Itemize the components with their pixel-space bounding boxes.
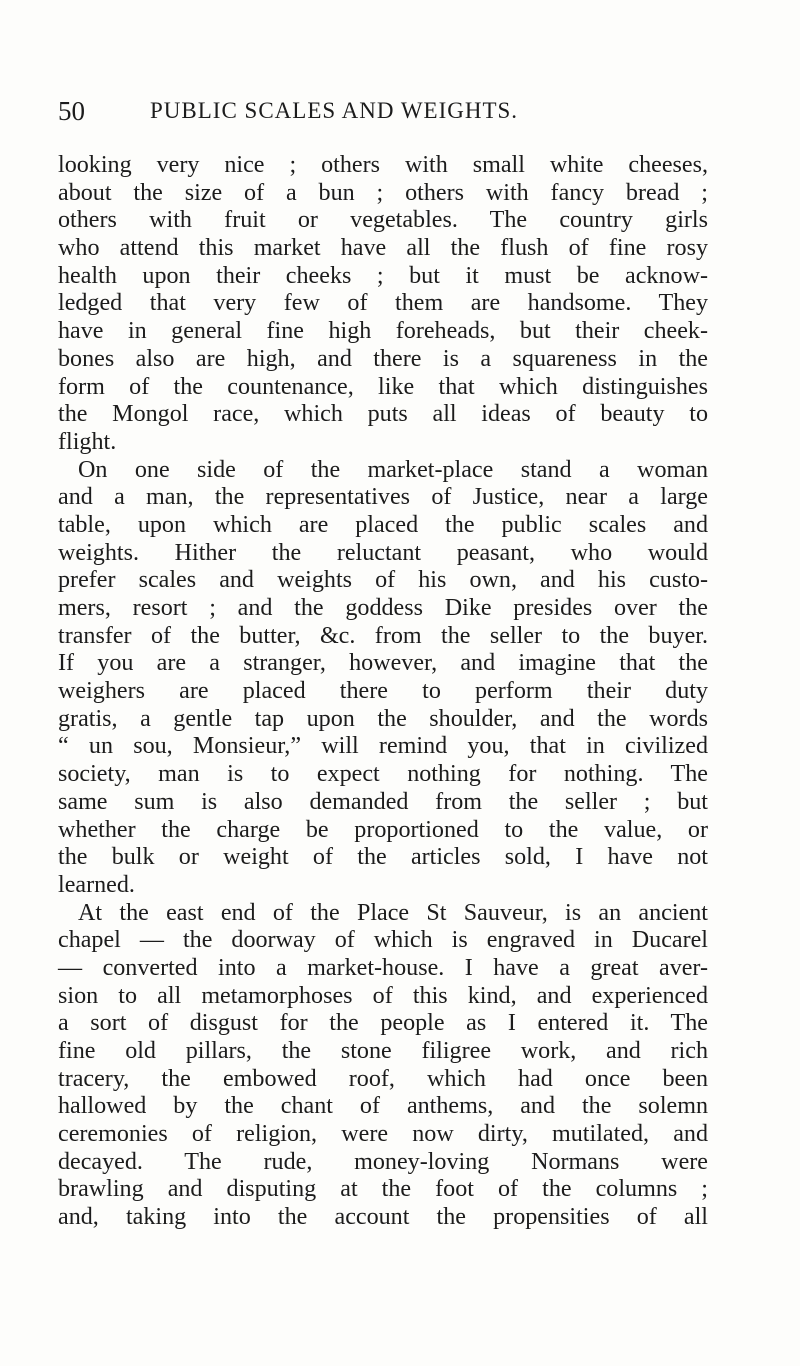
text-line: a sort of disgust for the people as I entered it. The	[58, 1010, 708, 1037]
page-number: 50	[58, 96, 85, 126]
text-line: whether the charge be proportioned to the value, or	[58, 816, 708, 843]
text-line: hallowed by the chant of anthems, and the solemn	[58, 1093, 708, 1120]
text-line: have in general fine high foreheads, but their cheek-	[58, 318, 708, 345]
text-line: gratis, a gentle tap upon the shoulder, and the words	[58, 705, 708, 732]
text-line: “ un sou, Monsieur,” will remind you, that in civilized	[58, 733, 708, 760]
text-line: On one side of the market-place stand a woman	[78, 456, 708, 483]
text-line: who attend this market have all the flush of fine rosy	[58, 235, 708, 262]
text-line: chapel — the doorway of which is engraved in Ducarel	[58, 927, 708, 954]
text-line: bones also are high, and there is a squareness in the	[58, 345, 708, 372]
text-line: weighers are placed there to perform their duty	[58, 678, 708, 705]
text-line: the Mongol race, which puts all ideas of beauty to	[58, 401, 708, 428]
text-line: decayed. The rude, money-loving Normans were	[58, 1148, 708, 1175]
text-line: fine old pillars, the stone filigree work, and rich	[58, 1038, 708, 1064]
text-line: At the east end of the Place St Sauveur, is an ancient	[78, 899, 708, 926]
text-line: society, man is to expect nothing for nothing. The	[58, 761, 708, 788]
text-line: about the size of a bun ; others with fancy bread ;	[58, 179, 708, 206]
text-line: — converted into a market-house. I have a great aver-	[58, 954, 708, 981]
text-line: and, taking into the account the propensities of all	[58, 1204, 708, 1231]
text-line: table, upon which are placed the public scales and	[58, 511, 708, 538]
text-line: tracery, the embowed roof, which had once been	[58, 1065, 708, 1092]
text-line: If you are a stranger, however, and imagine that the	[58, 650, 708, 677]
text-line: flight.	[58, 428, 117, 455]
text-line: form of the countenance, like that which distinguishes	[58, 373, 708, 400]
running-head: PUBLIC SCALES AND WEIGHTS.	[150, 98, 519, 123]
page-header	[58, 96, 708, 136]
text-line: sion to all metamorphoses of this kind, and experienced	[58, 982, 708, 1009]
text-line: the bulk or weight of the articles sold, I have not	[58, 844, 708, 871]
text-line: looking very nice ; others with small white cheeses,	[58, 152, 708, 178]
text-line: learned.	[58, 871, 135, 898]
text-line: ledged that very few of them are handsome. They	[58, 290, 708, 317]
text-line: same sum is also demanded from the seller ; but	[58, 788, 708, 815]
body-text	[58, 152, 708, 1232]
text-line: health upon their cheeks ; but it must be acknow-	[58, 262, 708, 289]
text-line: prefer scales and weights of his own, and his custo-	[58, 567, 708, 594]
text-line: mers, resort ; and the goddess Dike presides over the	[58, 595, 708, 621]
text-line: transfer of the butter, &c. from the seller to the buyer.	[58, 622, 708, 649]
text-line: ceremonies of religion, were now dirty, mutilated, and	[58, 1121, 708, 1148]
text-line: weights. Hither the reluctant peasant, who would	[58, 539, 708, 566]
text-line: brawling and disputing at the foot of the columns ;	[58, 1176, 708, 1203]
text-line: others with fruit or vegetables. The country girls	[58, 207, 708, 234]
text-line: and a man, the representatives of Justice, near a large	[58, 484, 708, 511]
